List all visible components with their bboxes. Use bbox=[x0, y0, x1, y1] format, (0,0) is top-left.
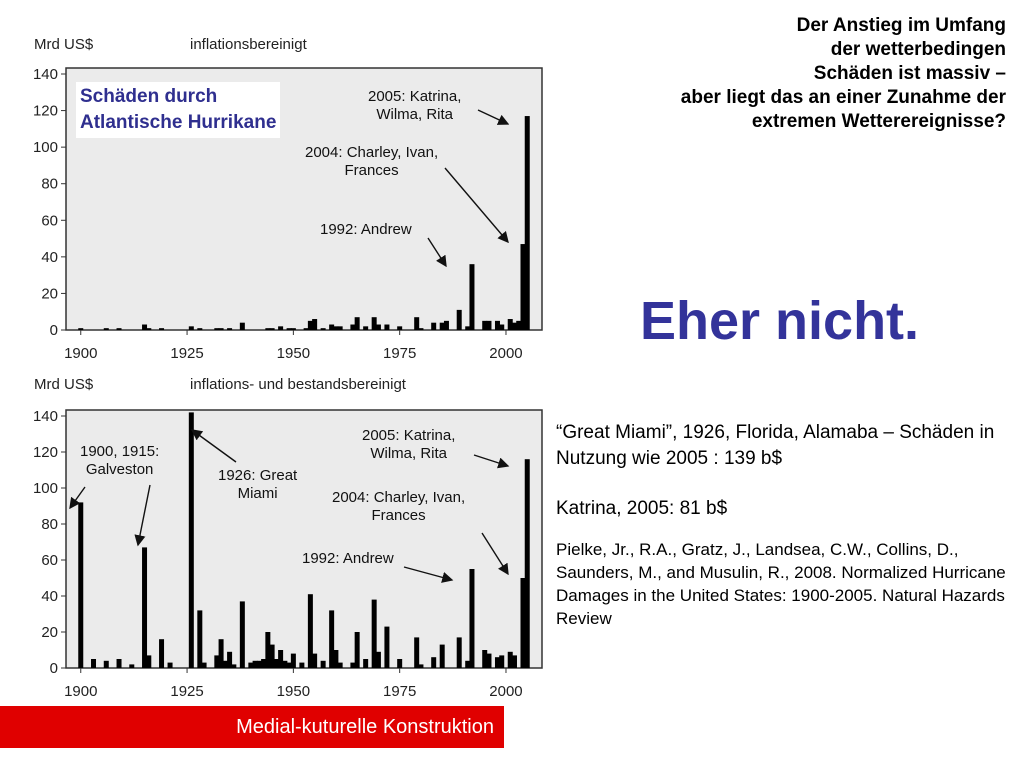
bar bbox=[265, 632, 270, 668]
annotation-line: 2005: Katrina, bbox=[362, 427, 456, 444]
annotation-line: Frances bbox=[371, 507, 426, 524]
bar bbox=[414, 637, 419, 668]
bar bbox=[525, 116, 530, 330]
chart2-annotation-galveston bbox=[80, 443, 159, 479]
chart2-ylabel: Mrd US$ bbox=[34, 376, 94, 393]
chart2-annotation-katrina bbox=[362, 427, 455, 463]
bar bbox=[240, 601, 245, 668]
bar bbox=[202, 663, 207, 668]
chart1-annotation-andrew bbox=[320, 221, 412, 239]
chart2-annotation-great-miami bbox=[218, 467, 297, 503]
y-tick-label: 40 bbox=[41, 248, 58, 266]
chart1-subtitle: inflationsbereinigt bbox=[190, 36, 307, 53]
annotation-line: Galveston bbox=[85, 461, 154, 478]
bar bbox=[321, 661, 326, 668]
bar bbox=[457, 310, 462, 330]
bar bbox=[159, 328, 164, 330]
bar bbox=[261, 659, 266, 668]
x-tick-label: 1975 bbox=[382, 345, 417, 362]
bar bbox=[384, 627, 389, 668]
bar bbox=[291, 654, 296, 668]
fact-katrina: Katrina, 2005: 81 b$ bbox=[556, 498, 728, 519]
bar bbox=[265, 328, 270, 330]
footer-banner bbox=[0, 706, 504, 748]
bar bbox=[189, 412, 194, 668]
bar bbox=[384, 325, 389, 330]
annotation-line: 1992: Andrew bbox=[320, 221, 412, 238]
chart1-annotation-katrina bbox=[368, 88, 461, 124]
x-tick-label: 1900 bbox=[64, 345, 98, 362]
bar bbox=[333, 650, 338, 668]
bar bbox=[78, 502, 83, 668]
bar bbox=[91, 659, 96, 668]
bar bbox=[248, 663, 253, 668]
bar bbox=[219, 639, 224, 668]
bar bbox=[418, 664, 423, 668]
bar bbox=[350, 663, 355, 668]
annotation-line: Wilma, Rita bbox=[370, 445, 448, 462]
chart-label-box bbox=[76, 82, 280, 138]
bar bbox=[482, 650, 487, 668]
bar bbox=[253, 661, 258, 668]
bar bbox=[274, 659, 279, 668]
bar bbox=[333, 326, 338, 330]
bar bbox=[282, 661, 287, 668]
bar bbox=[486, 654, 491, 668]
citation: Pielke, Jr., R.A., Gratz, J., Landsea, C.W., Collins, D., Saunders, M., and Musulin, R., 2008. Normalized Hurricane Damages in the United States: 1900-2005. Natural Hazards Review bbox=[556, 540, 1006, 628]
bar bbox=[512, 655, 517, 668]
x-tick-label: 2000 bbox=[489, 345, 523, 362]
bar bbox=[287, 328, 292, 330]
bar bbox=[287, 663, 292, 668]
bar bbox=[350, 325, 355, 330]
bar bbox=[159, 639, 164, 668]
bar bbox=[372, 317, 377, 330]
y-tick-label: 140 bbox=[32, 408, 58, 425]
bar bbox=[142, 325, 147, 330]
chart1-annotation-charley bbox=[305, 144, 438, 180]
bar bbox=[495, 321, 500, 330]
bar bbox=[312, 319, 317, 330]
bar bbox=[117, 328, 122, 330]
bar bbox=[512, 323, 517, 330]
bar bbox=[499, 655, 504, 668]
bar bbox=[508, 319, 513, 330]
bar bbox=[363, 326, 368, 330]
x-tick-label: 1950 bbox=[276, 683, 311, 700]
bar bbox=[223, 661, 228, 668]
bar bbox=[516, 321, 521, 330]
y-tick-label: 20 bbox=[41, 624, 58, 641]
chart2-subtitle: inflations- und bestandsbereinigt bbox=[190, 376, 406, 393]
x-tick-label: 1975 bbox=[382, 683, 417, 700]
chart-label-line-2: Atlantische Hurrikane bbox=[80, 112, 277, 133]
bar bbox=[304, 328, 309, 330]
bar bbox=[197, 328, 202, 330]
y-tick-label: 40 bbox=[41, 588, 58, 605]
bar bbox=[214, 328, 219, 330]
fact-great-miami: “Great Miami”, 1926, Florida, Alamaba – Schäden in Nutzung wie 2005 : 139 b$ bbox=[556, 422, 995, 469]
bar bbox=[431, 657, 436, 668]
bar bbox=[431, 323, 436, 330]
annotation-line: 1926: Great bbox=[218, 467, 298, 484]
bar bbox=[270, 328, 275, 330]
y-tick-label: 20 bbox=[41, 285, 58, 303]
y-tick-label: 60 bbox=[41, 212, 58, 230]
title-line-1: Der Anstieg im Umfang bbox=[796, 15, 1006, 36]
bar bbox=[482, 321, 487, 330]
bar bbox=[525, 459, 530, 668]
x-tick-label: 1925 bbox=[170, 345, 204, 362]
bar bbox=[227, 328, 232, 330]
bar bbox=[355, 317, 360, 330]
bar bbox=[231, 664, 236, 668]
bar bbox=[418, 328, 423, 330]
bar bbox=[440, 645, 445, 668]
bar bbox=[168, 663, 173, 668]
bar bbox=[329, 325, 334, 330]
bar bbox=[363, 659, 368, 668]
annotation-line: 1900, 1915: bbox=[80, 443, 160, 460]
bar bbox=[214, 655, 219, 668]
title-line-3: Schäden ist massiv – bbox=[813, 63, 1006, 84]
annotation-line: 1992: Andrew bbox=[302, 550, 394, 567]
bar bbox=[486, 321, 491, 330]
bar bbox=[397, 659, 402, 668]
bar bbox=[469, 264, 474, 330]
bar bbox=[291, 328, 296, 330]
bar bbox=[299, 663, 304, 668]
annotation-line: Miami bbox=[237, 485, 278, 502]
bar bbox=[376, 325, 381, 330]
bar bbox=[495, 657, 500, 668]
y-tick-label: 100 bbox=[32, 480, 58, 497]
bar bbox=[104, 328, 109, 330]
bar bbox=[397, 326, 402, 330]
bar bbox=[197, 610, 202, 668]
bar bbox=[146, 328, 151, 330]
bar bbox=[257, 661, 262, 668]
bar bbox=[129, 664, 134, 668]
bar bbox=[329, 610, 334, 668]
bar bbox=[520, 578, 525, 668]
bar bbox=[465, 326, 470, 330]
chart1-ylabel: Mrd US$ bbox=[34, 36, 94, 53]
bar bbox=[499, 325, 504, 330]
bar bbox=[414, 317, 419, 330]
bar bbox=[338, 663, 343, 668]
bar bbox=[189, 326, 194, 330]
chart2-annotation-charley bbox=[332, 489, 465, 525]
annotation-line: Wilma, Rita bbox=[376, 106, 454, 123]
y-tick-label: 60 bbox=[41, 552, 58, 569]
annotation-line: Frances bbox=[344, 162, 399, 179]
title-line-4: aber liegt das an einer Zunahme der bbox=[680, 87, 1006, 108]
bar bbox=[117, 659, 122, 668]
y-tick-label: 0 bbox=[49, 660, 58, 677]
y-tick-label: 0 bbox=[49, 322, 58, 339]
bar bbox=[78, 328, 83, 330]
bar bbox=[469, 569, 474, 668]
bar bbox=[457, 637, 462, 668]
annotation-line: 2005: Katrina, bbox=[368, 88, 462, 105]
bar bbox=[104, 661, 109, 668]
y-tick-label: 100 bbox=[32, 139, 58, 157]
title-line-5: extremen Wetterereignisse? bbox=[751, 111, 1006, 132]
bar bbox=[355, 632, 360, 668]
bar bbox=[308, 594, 313, 668]
annotation-line: 2004: Charley, Ivan, bbox=[332, 489, 466, 506]
bar bbox=[278, 650, 283, 668]
bar bbox=[376, 652, 381, 668]
chart2-annotation-andrew bbox=[302, 550, 394, 568]
y-tick-label: 120 bbox=[32, 102, 58, 120]
bar bbox=[520, 244, 525, 330]
x-tick-label: 1925 bbox=[170, 683, 204, 700]
chart-label-line-1: Schäden durch bbox=[80, 86, 218, 107]
main-claim: Eher nicht. bbox=[640, 291, 920, 351]
bar bbox=[278, 326, 283, 330]
bar bbox=[270, 645, 275, 668]
bar bbox=[372, 600, 377, 668]
bar bbox=[465, 661, 470, 668]
bar bbox=[312, 654, 317, 668]
y-tick-label: 80 bbox=[41, 175, 58, 193]
bar bbox=[240, 323, 245, 330]
x-tick-label: 1950 bbox=[276, 345, 311, 362]
bar bbox=[338, 326, 343, 330]
bar bbox=[308, 321, 313, 330]
annotation-line: 2004: Charley, Ivan, bbox=[305, 144, 439, 161]
slide-title bbox=[536, 14, 1006, 134]
title-line-2: der wetterbedingen bbox=[830, 39, 1006, 60]
y-tick-label: 120 bbox=[32, 444, 58, 461]
footer-text: Medial-kuturelle Konstruktion bbox=[236, 715, 494, 738]
y-tick-label: 80 bbox=[41, 516, 58, 533]
bar bbox=[142, 547, 147, 668]
bar bbox=[440, 323, 445, 330]
y-tick-label: 140 bbox=[32, 66, 58, 83]
bar bbox=[508, 652, 513, 668]
bar bbox=[146, 655, 151, 668]
x-tick-label: 2000 bbox=[489, 683, 523, 700]
bar bbox=[321, 328, 326, 330]
x-tick-label: 1900 bbox=[64, 683, 98, 700]
bar bbox=[227, 652, 232, 668]
bar bbox=[219, 328, 224, 330]
bar bbox=[444, 321, 449, 330]
